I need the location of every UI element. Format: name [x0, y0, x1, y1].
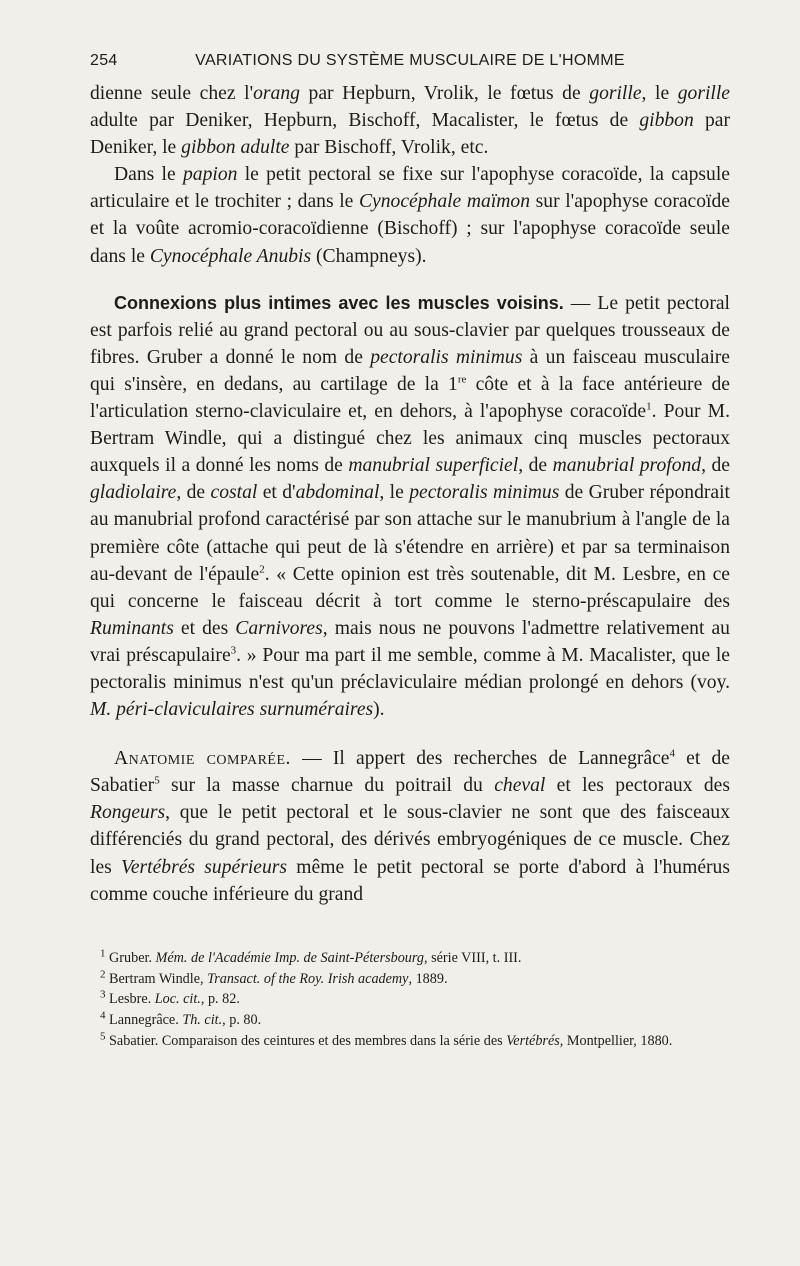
- footnote-4: $^4$ Lannegrâce. Th. cit., p. 80.: [100, 1009, 262, 1029]
- footnote-ref-5: 5: [154, 774, 160, 787]
- running-title: VARIATIONS DU SYSTÈME MUSCULAIRE DE L'HOMME: [195, 52, 625, 69]
- book-page: [90, 52, 730, 1052]
- footnote-2: $^2$ Bertram Windle, Transact. of the Roy. Irish academy, 1889.: [100, 967, 448, 987]
- section-heading-anatomie: Anatomie comparée.: [114, 748, 291, 770]
- footnote-ref-1: 1: [646, 400, 652, 413]
- footnote-1: $^1$ Gruber. Mém. de l'Académie Imp. de Saint-Pétersbourg, série VIII, t. III.: [100, 946, 522, 966]
- footnote-ref-3: 3: [230, 644, 237, 657]
- footnote-ref-4: 4: [669, 747, 675, 760]
- footnote-ref-2: 2: [259, 563, 265, 576]
- running-head: [90, 52, 730, 70]
- footnotes: [90, 948, 730, 1052]
- page-number: 254: [90, 52, 118, 69]
- paragraph-anatomie-comparee: Anatomie comparée. — Il appert des recherches de Lannegrâce$^4$ et de Sabatier$^5$ sur la masse charnue du poitrail du cheval et les pectoraux des Rongeurs, que le petit pectoral et le sous-clavier ne sont que des faisceaux différenciés du grand pectoral, des dérivés embryogéniques de ce muscle. Chez les Vertébrés supérieurs même le petit pectoral se porte d'abord à l'humérus comme couche inférieure du grand: [90, 747, 731, 905]
- paragraph-papion: Dans le papion le petit pectoral se fixe sur l'apophyse coracoïde, la capsule articulaire et le trochiter ; dans le Cynocéphale maïmon sur l'apophyse coracoïde et la voûte acromio-coracoïdienne (Bischoff) ; sur l'apophyse coracoïde seule dans le Cynocéphale Anubis (Champneys).: [90, 164, 730, 267]
- paragraph-primates: dienne seule chez l'orang par Hepburn, Vrolik, le fœtus de gorille, le gorille adulte par Deniker, Hepburn, Bischoff, Macalister, le fœtus de gibbon par Deniker, le gibbon adulte par Bischoff, Vrolik, etc.: [90, 83, 730, 159]
- paragraph-connexions: Connexions plus intimes avec les muscles voisins. — Le petit pectoral est parfois relié au grand pectoral ou au sous-clavier par quelques trousseaux de fibres. Gruber a donné le nom de pectoralis minimus à un faisceau musculaire qui s'insère, en dedans, au cartilage de la 1re côte et à la face antérieure de l'articulation sterno-claviculaire et, en dehors, à l'apophyse coracoïde$^1$. Pour M. Bertram Windle, qui a distingué chez les animaux cinq muscles pectoraux auxquels il a donné les noms de manubrial superficiel, de manubrial profond, de gladiolaire, de costal et d'abdominal, le pectoralis minimus de Gruber répondrait au manubrial profond caractérisé par son attache sur le manubrium à l'angle de la première côte (attache qui peut de là s'étendre en arrière) et par sa terminaison au-devant de l'épaule$^2$. « Cette opinion est très soutenable, dit M. Lesbre, en ce qui concerne le faisceau décrit à tort comme le sterno-préscapulaire des Ruminants et des Carnivores, mais nous ne pouvons l'admettre relativement au vrai préscapulaire$^3$. » Pour ma part il me semble, comme à M. Macalister, que le pectoralis minimus n'est qu'un préclaviculaire médian prolongé en dehors (voy. M. péri-claviculaires surnuméraires).: [90, 292, 731, 721]
- footnote-3: $^3$ Lesbre. Loc. cit., p. 82.: [100, 988, 240, 1008]
- main-text: [90, 80, 730, 908]
- footnote-5: $^5$ Sabatier. Comparaison des ceintures et des membres dans la série des Vertébrés, Montpellier, 1880.: [100, 1030, 673, 1049]
- section-heading-connexions: Connexions plus intimes avec les muscles voisins.: [114, 292, 564, 313]
